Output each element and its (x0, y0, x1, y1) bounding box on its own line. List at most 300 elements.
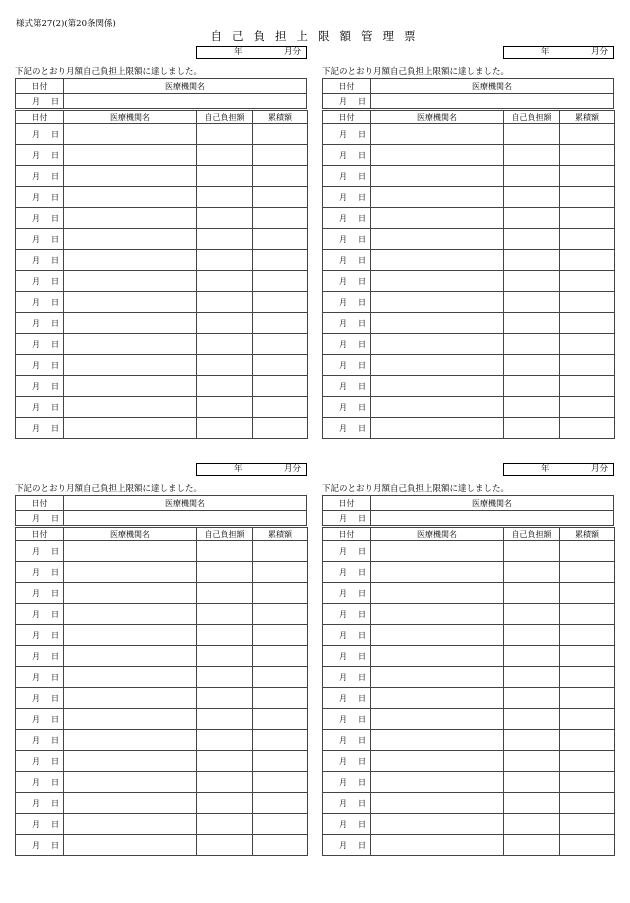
copay-cell[interactable] (197, 271, 253, 292)
cumulative-cell[interactable] (253, 625, 308, 646)
day-label: 日 (358, 735, 366, 745)
month-label: 月 (32, 672, 40, 682)
cumulative-cell[interactable] (253, 835, 308, 856)
date-cell[interactable] (323, 418, 371, 439)
date-cell[interactable] (16, 94, 64, 109)
institution-cell[interactable] (371, 334, 504, 355)
institution-cell[interactable] (371, 397, 504, 418)
cumulative-cell[interactable] (560, 688, 615, 709)
month-part-label: 月分 (283, 464, 301, 474)
copay-cell[interactable] (197, 583, 253, 604)
copay-header: 自己負担額 (197, 528, 253, 541)
copay-cell[interactable] (504, 793, 560, 814)
date-cell[interactable] (16, 145, 64, 166)
year-month-box[interactable] (503, 463, 614, 476)
institution-cell[interactable] (64, 667, 197, 688)
date-cell[interactable] (323, 625, 371, 646)
cumulative-cell[interactable] (253, 292, 308, 313)
cumulative-cell[interactable] (253, 397, 308, 418)
copay-cell[interactable] (197, 145, 253, 166)
date-cell[interactable] (16, 604, 64, 625)
cumulative-cell[interactable] (253, 313, 308, 334)
date-cell[interactable] (323, 271, 371, 292)
cumulative-cell[interactable] (253, 355, 308, 376)
date-cell[interactable] (323, 709, 371, 730)
copay-cell[interactable] (197, 793, 253, 814)
copay-cell[interactable] (504, 541, 560, 562)
date-cell[interactable] (16, 124, 64, 145)
date-cell[interactable] (16, 229, 64, 250)
cumulative-cell[interactable] (560, 835, 615, 856)
date-cell[interactable] (323, 751, 371, 772)
date-cell[interactable] (16, 625, 64, 646)
institution-cell[interactable] (371, 229, 504, 250)
cumulative-cell[interactable] (253, 166, 308, 187)
institution-cell[interactable] (371, 709, 504, 730)
date-cell[interactable] (16, 511, 64, 526)
institution-cell[interactable] (64, 511, 307, 526)
cumulative-cell[interactable] (253, 562, 308, 583)
institution-cell[interactable] (64, 124, 197, 145)
copay-cell[interactable] (197, 814, 253, 835)
cumulative-cell[interactable] (560, 313, 615, 334)
cumulative-cell[interactable] (253, 187, 308, 208)
date-cell[interactable] (16, 355, 64, 376)
date-cell[interactable] (16, 187, 64, 208)
date-cell[interactable] (323, 145, 371, 166)
institution-cell[interactable] (64, 772, 197, 793)
institution-cell[interactable] (371, 187, 504, 208)
date-cell[interactable] (323, 604, 371, 625)
cumulative-cell[interactable] (560, 355, 615, 376)
cumulative-cell[interactable] (560, 793, 615, 814)
cumulative-cell[interactable] (560, 397, 615, 418)
institution-cell[interactable] (64, 334, 197, 355)
cumulative-cell[interactable] (560, 646, 615, 667)
cumulative-cell[interactable] (560, 709, 615, 730)
date-cell[interactable] (323, 94, 371, 109)
cumulative-cell[interactable] (253, 229, 308, 250)
date-cell[interactable] (16, 334, 64, 355)
institution-cell[interactable] (64, 688, 197, 709)
copay-cell[interactable] (504, 646, 560, 667)
institution-cell[interactable] (371, 625, 504, 646)
date-cell[interactable] (16, 583, 64, 604)
copay-cell[interactable] (504, 166, 560, 187)
copay-cell[interactable] (197, 124, 253, 145)
date-header: 日付 (323, 528, 371, 541)
table-row (16, 541, 308, 562)
institution-cell[interactable] (64, 208, 197, 229)
institution-cell[interactable] (371, 814, 504, 835)
cumulative-cell[interactable] (253, 583, 308, 604)
institution-cell[interactable] (371, 124, 504, 145)
cumulative-cell[interactable] (253, 250, 308, 271)
institution-cell[interactable] (371, 94, 614, 109)
year-month-box[interactable] (196, 463, 307, 476)
copay-cell[interactable] (197, 730, 253, 751)
copay-cell[interactable] (197, 835, 253, 856)
institution-cell[interactable] (64, 166, 197, 187)
table-row (16, 166, 308, 187)
institution-cell[interactable] (64, 418, 197, 439)
institution-cell[interactable] (64, 793, 197, 814)
copay-cell[interactable] (504, 418, 560, 439)
copay-cell[interactable] (197, 376, 253, 397)
copay-cell[interactable] (504, 835, 560, 856)
day-label: 日 (51, 693, 59, 703)
copay-cell[interactable] (197, 541, 253, 562)
date-cell[interactable] (323, 166, 371, 187)
cumulative-cell[interactable] (560, 250, 615, 271)
day-label: 日 (51, 318, 59, 328)
table-row (323, 208, 615, 229)
cumulative-cell[interactable] (560, 208, 615, 229)
cumulative-cell[interactable] (560, 166, 615, 187)
date-cell[interactable] (323, 646, 371, 667)
date-cell[interactable] (323, 730, 371, 751)
month-label: 月 (339, 318, 347, 328)
copay-cell[interactable] (197, 313, 253, 334)
copay-cell[interactable] (504, 145, 560, 166)
cumulative-cell[interactable] (560, 376, 615, 397)
copay-cell[interactable] (197, 187, 253, 208)
copay-cell[interactable] (504, 313, 560, 334)
copay-cell[interactable] (504, 688, 560, 709)
institution-cell[interactable] (371, 667, 504, 688)
institution-cell[interactable] (371, 562, 504, 583)
month-label: 月 (339, 840, 347, 850)
institution-header: 医療機関名 (64, 528, 197, 541)
institution-cell[interactable] (371, 355, 504, 376)
copay-cell[interactable] (197, 166, 253, 187)
copay-header: 自己負担額 (504, 111, 560, 124)
copay-cell[interactable] (504, 187, 560, 208)
date-cell[interactable] (323, 313, 371, 334)
date-cell[interactable] (16, 793, 64, 814)
cumulative-cell[interactable] (253, 604, 308, 625)
date-cell[interactable] (16, 646, 64, 667)
cumulative-cell[interactable] (253, 208, 308, 229)
institution-cell[interactable] (371, 511, 614, 526)
copay-cell[interactable] (504, 751, 560, 772)
copay-cell[interactable] (197, 208, 253, 229)
date-cell[interactable] (323, 583, 371, 604)
cumulative-cell[interactable] (253, 646, 308, 667)
institution-cell[interactable] (64, 835, 197, 856)
copay-cell[interactable] (504, 355, 560, 376)
day-label: 日 (51, 609, 59, 619)
cumulative-cell[interactable] (560, 145, 615, 166)
date-cell[interactable] (323, 187, 371, 208)
cumulative-cell[interactable] (253, 688, 308, 709)
day-label: 日 (51, 150, 59, 160)
institution-cell[interactable] (371, 583, 504, 604)
date-header: 日付 (323, 79, 371, 94)
cumulative-cell[interactable] (253, 793, 308, 814)
day-label: 日 (51, 840, 59, 850)
limit-reached-table (15, 495, 307, 526)
institution-cell[interactable] (64, 709, 197, 730)
cumulative-cell[interactable] (560, 292, 615, 313)
institution-cell[interactable] (64, 583, 197, 604)
cumulative-cell[interactable] (560, 334, 615, 355)
date-cell[interactable] (323, 250, 371, 271)
institution-cell[interactable] (64, 187, 197, 208)
date-cell[interactable] (16, 730, 64, 751)
institution-cell[interactable] (64, 250, 197, 271)
institution-cell[interactable] (64, 397, 197, 418)
table-row (16, 667, 308, 688)
institution-cell[interactable] (64, 229, 197, 250)
copay-cell[interactable] (197, 292, 253, 313)
copay-cell[interactable] (504, 250, 560, 271)
institution-cell[interactable] (64, 94, 307, 109)
table-row (16, 562, 308, 583)
cumulative-cell[interactable] (560, 124, 615, 145)
date-cell[interactable] (16, 814, 64, 835)
date-cell[interactable] (323, 835, 371, 856)
institution-cell[interactable] (371, 835, 504, 856)
institution-cell[interactable] (371, 730, 504, 751)
cumulative-cell[interactable] (560, 730, 615, 751)
month-label: 月 (32, 630, 40, 640)
date-cell[interactable] (323, 292, 371, 313)
date-cell[interactable] (16, 250, 64, 271)
institution-cell[interactable] (64, 562, 197, 583)
day-label: 日 (358, 339, 366, 349)
cumulative-cell[interactable] (560, 541, 615, 562)
date-cell[interactable] (323, 667, 371, 688)
day-label: 日 (51, 339, 59, 349)
institution-cell[interactable] (64, 814, 197, 835)
copay-cell[interactable] (197, 355, 253, 376)
date-cell[interactable] (16, 271, 64, 292)
cumulative-cell[interactable] (560, 229, 615, 250)
copay-cell[interactable] (197, 667, 253, 688)
cumulative-cell[interactable] (253, 418, 308, 439)
institution-cell[interactable] (371, 646, 504, 667)
cumulative-cell[interactable] (560, 271, 615, 292)
date-cell[interactable] (323, 229, 371, 250)
table-row (16, 418, 308, 439)
copay-cell[interactable] (197, 250, 253, 271)
institution-header: 医療機関名 (371, 496, 614, 511)
institution-cell[interactable] (371, 418, 504, 439)
copay-cell[interactable] (504, 730, 560, 751)
institution-cell[interactable] (64, 625, 197, 646)
date-header: 日付 (16, 111, 64, 124)
limit-reached-table (322, 495, 614, 526)
date-cell[interactable] (323, 541, 371, 562)
date-header: 日付 (16, 496, 64, 511)
cumulative-cell[interactable] (560, 814, 615, 835)
table-row (16, 145, 308, 166)
date-cell[interactable] (16, 667, 64, 688)
institution-cell[interactable] (64, 376, 197, 397)
copay-cell[interactable] (504, 814, 560, 835)
institution-cell[interactable] (371, 145, 504, 166)
copay-cell[interactable] (197, 229, 253, 250)
date-cell[interactable] (16, 376, 64, 397)
institution-cell[interactable] (371, 376, 504, 397)
table-row (16, 229, 308, 250)
copay-cell[interactable] (504, 667, 560, 688)
date-cell[interactable] (16, 292, 64, 313)
cumulative-cell[interactable] (560, 667, 615, 688)
table-row (323, 418, 615, 439)
cumulative-cell[interactable] (560, 583, 615, 604)
institution-cell[interactable] (371, 292, 504, 313)
month-label: 月 (339, 96, 347, 106)
cumulative-cell[interactable] (560, 562, 615, 583)
cumulative-cell[interactable] (253, 376, 308, 397)
institution-cell[interactable] (64, 313, 197, 334)
date-cell[interactable] (16, 751, 64, 772)
institution-cell[interactable] (64, 355, 197, 376)
institution-cell[interactable] (64, 271, 197, 292)
cumulative-cell[interactable] (560, 604, 615, 625)
cumulative-cell[interactable] (253, 772, 308, 793)
cumulative-cell[interactable] (253, 709, 308, 730)
date-cell[interactable] (16, 208, 64, 229)
cumulative-cell[interactable] (253, 541, 308, 562)
table-row (323, 397, 615, 418)
institution-cell[interactable] (64, 730, 197, 751)
institution-cell[interactable] (64, 541, 197, 562)
year-month-box[interactable] (196, 46, 307, 59)
cumulative-cell[interactable] (560, 187, 615, 208)
date-cell[interactable] (16, 541, 64, 562)
institution-cell[interactable] (371, 793, 504, 814)
copay-cell[interactable] (197, 751, 253, 772)
copay-cell[interactable] (197, 646, 253, 667)
date-cell[interactable] (323, 511, 371, 526)
institution-cell[interactable] (64, 604, 197, 625)
copay-cell[interactable] (197, 604, 253, 625)
copay-cell[interactable] (504, 625, 560, 646)
copay-cell[interactable] (504, 124, 560, 145)
copay-cell[interactable] (504, 709, 560, 730)
date-cell[interactable] (323, 793, 371, 814)
cumulative-cell[interactable] (253, 814, 308, 835)
copay-cell[interactable] (197, 334, 253, 355)
copay-cell[interactable] (504, 604, 560, 625)
date-cell[interactable] (323, 334, 371, 355)
month-label: 月 (32, 297, 40, 307)
cumulative-cell[interactable] (560, 751, 615, 772)
date-cell[interactable] (16, 562, 64, 583)
date-cell[interactable] (323, 814, 371, 835)
date-cell[interactable] (16, 688, 64, 709)
institution-cell[interactable] (371, 772, 504, 793)
date-cell[interactable] (16, 709, 64, 730)
copay-cell[interactable] (197, 562, 253, 583)
cumulative-cell[interactable] (253, 334, 308, 355)
copay-cell[interactable] (504, 271, 560, 292)
month-label: 月 (339, 693, 347, 703)
institution-cell[interactable] (64, 646, 197, 667)
table-row (16, 397, 308, 418)
cumulative-cell[interactable] (253, 751, 308, 772)
copay-cell[interactable] (504, 229, 560, 250)
copay-cell[interactable] (197, 625, 253, 646)
day-label: 日 (51, 672, 59, 682)
copay-cell[interactable] (504, 397, 560, 418)
table-row (323, 688, 615, 709)
institution-cell[interactable] (64, 292, 197, 313)
copay-cell[interactable] (197, 709, 253, 730)
date-cell[interactable] (323, 124, 371, 145)
table-row (323, 814, 615, 835)
month-part-label: 月分 (590, 47, 608, 57)
copay-cell[interactable] (197, 688, 253, 709)
copay-cell[interactable] (504, 376, 560, 397)
copay-header: 自己負担額 (197, 111, 253, 124)
cumulative-cell[interactable] (253, 124, 308, 145)
date-cell[interactable] (323, 376, 371, 397)
date-cell[interactable] (16, 313, 64, 334)
copay-cell[interactable] (504, 772, 560, 793)
institution-cell[interactable] (371, 541, 504, 562)
institution-cell[interactable] (371, 604, 504, 625)
date-cell[interactable] (323, 562, 371, 583)
date-cell[interactable] (323, 355, 371, 376)
date-cell[interactable] (323, 688, 371, 709)
day-label: 日 (51, 819, 59, 829)
date-cell[interactable] (16, 835, 64, 856)
copay-cell[interactable] (197, 397, 253, 418)
copay-cell[interactable] (197, 418, 253, 439)
copay-cell[interactable] (504, 292, 560, 313)
date-cell[interactable] (16, 397, 64, 418)
month-label: 月 (339, 129, 347, 139)
month-label: 月 (339, 819, 347, 829)
cumulative-cell[interactable] (253, 271, 308, 292)
copay-cell[interactable] (504, 208, 560, 229)
cumulative-cell[interactable] (560, 418, 615, 439)
institution-cell[interactable] (371, 688, 504, 709)
institution-cell[interactable] (371, 271, 504, 292)
institution-cell[interactable] (371, 208, 504, 229)
institution-cell[interactable] (371, 313, 504, 334)
institution-cell[interactable] (371, 166, 504, 187)
year-month-box[interactable] (503, 46, 614, 59)
table-row (16, 271, 308, 292)
copay-cell[interactable] (504, 334, 560, 355)
institution-cell[interactable] (371, 751, 504, 772)
cumulative-cell[interactable] (253, 730, 308, 751)
date-cell[interactable] (16, 772, 64, 793)
copay-cell[interactable] (504, 562, 560, 583)
copay-cell[interactable] (197, 772, 253, 793)
copay-cell[interactable] (504, 583, 560, 604)
date-cell[interactable] (323, 208, 371, 229)
day-label: 日 (51, 360, 59, 370)
institution-cell[interactable] (371, 250, 504, 271)
cumulative-cell[interactable] (560, 625, 615, 646)
cumulative-cell[interactable] (253, 145, 308, 166)
date-cell[interactable] (16, 166, 64, 187)
cumulative-cell[interactable] (560, 772, 615, 793)
institution-cell[interactable] (64, 145, 197, 166)
date-cell[interactable] (323, 772, 371, 793)
month-label: 月 (32, 171, 40, 181)
cumulative-cell[interactable] (253, 667, 308, 688)
date-cell[interactable] (323, 397, 371, 418)
date-cell[interactable] (16, 418, 64, 439)
institution-cell[interactable] (64, 751, 197, 772)
